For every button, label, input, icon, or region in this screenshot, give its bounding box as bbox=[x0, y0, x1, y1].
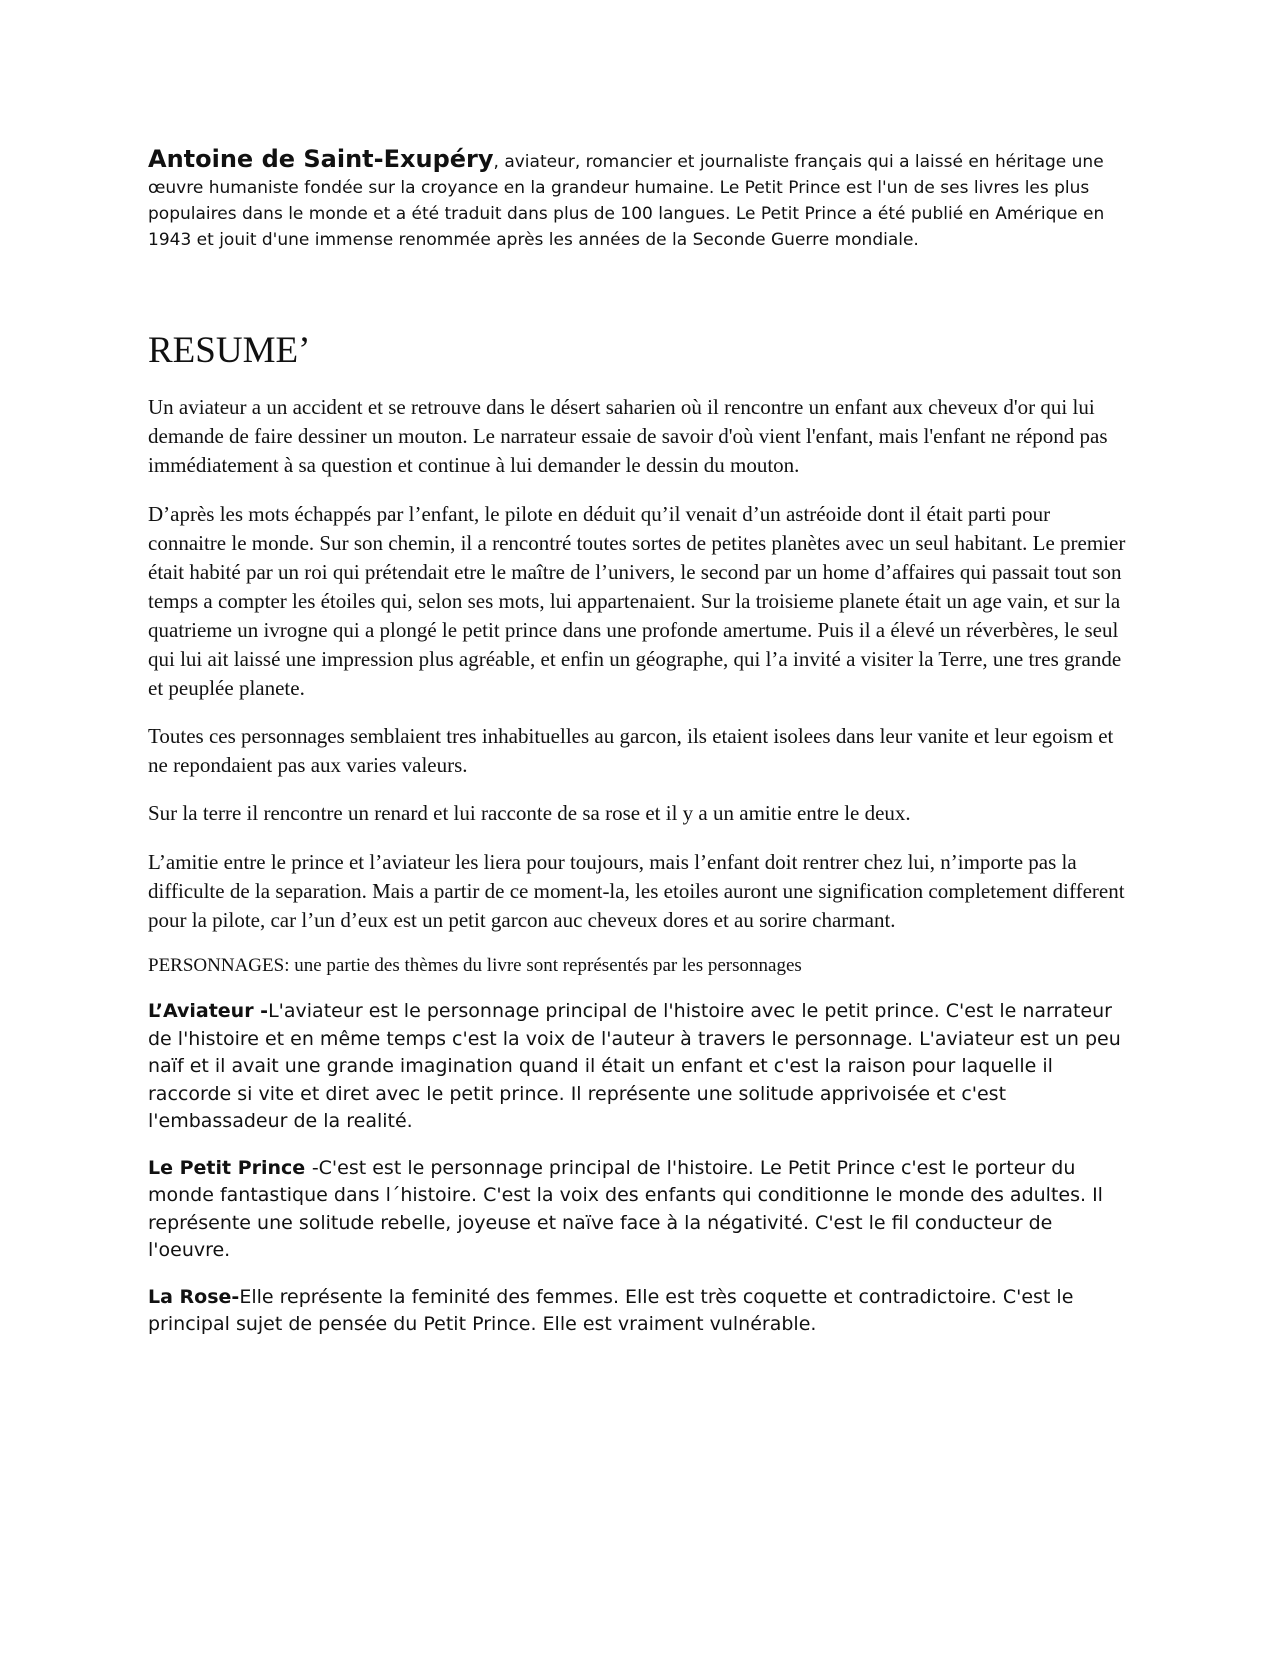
author-name: Antoine de Saint-Exupéry bbox=[148, 145, 494, 173]
character-description: -C'est est le personnage principal de l'histoire. Le Petit Prince c'est le porteur du monde fantastique dans l´histoire. C'est la voix des enfants qui conditionne le monde des adultes. Il représente une solitude rebelle, joyeuse et naïve face à la négativité. C'est le fil conducteur de l'oeuvre. bbox=[148, 1156, 1103, 1261]
resume-paragraph-1: Un aviateur a un accident et se retrouve dans le désert saharien où il rencontre un enfant aux cheveux d'or qui lui demande de faire dessiner un mouton. Le narrateur essaie de savoir d'où vient l'enfant, mais l'enfant ne répond pas immédiatement à sa question et continue à lui demander le dessin du mouton. bbox=[148, 395, 1108, 477]
document-page bbox=[148, 146, 1128, 1339]
character-rose bbox=[148, 1284, 1128, 1339]
resume-heading: RESUME’ bbox=[148, 330, 311, 371]
character-name: L’Aviateur - bbox=[148, 1000, 269, 1022]
character-description: Elle représente la feminité des femmes. Elle est très coquette et contradictoire. C'est le principal sujet de pensée du Petit Prince. Elle est vraiment vulnérable. bbox=[148, 1285, 1074, 1335]
resume-paragraph-3: Toutes ces personnages semblaient tres inhabituelles au garcon, ils etaient isolees dans leur vanite et leur egoism et ne repondaient pas aux varies valeurs. bbox=[148, 724, 1114, 777]
resume-paragraph-2: D’après les mots échappés par l’enfant, le pilote en déduit qu’il venait d’un astréoide dont il était parti pour connaitre le monde. Sur son chemin, il a rencontré toutes sortes de petites planètes avec un seul habitant. Le premier était habité par un roi qui prétendait etre le maître de l’univers, le second par un home d’affaires qui passait tout son temps a compter les étoiles qui, selon ses mots, lui appartenaient. Sur la troisieme planete était un age vain, et sur la quatrieme un ivrogne qui a plongé le petit prince dans une profonde amertume. Puis il a élevé un réverbères, le seul qui lui ait laissé une impression plus agréable, et enfin un géographe, qui l’a invité a visiter la Terre, une tres grande et peuplée planete. bbox=[148, 502, 1126, 700]
personnages-intro: PERSONNAGES: une partie des thèmes du livre sont représentés par les personnages bbox=[148, 955, 802, 976]
resume-paragraph-4: Sur la terre il rencontre un renard et lui racconte de sa rose et il y a un amitie entre le deux. bbox=[148, 801, 911, 825]
intro-paragraph bbox=[148, 146, 1128, 253]
resume-paragraph-5: L’amitie entre le prince et l’aviateur les liera pour toujours, mais l’enfant doit rentrer chez lui, n’importe pas la difficulte de la separation. Mais a partir de ce moment-la, les etoiles auront une signification completement different pour la pilote, car l’un d’eux est un petit garcon auc cheveux dores et au sorire charmant. bbox=[148, 850, 1125, 932]
character-name: Le Petit Prince bbox=[148, 1156, 312, 1179]
character-aviateur bbox=[148, 998, 1128, 1136]
character-name: La Rose- bbox=[148, 1285, 240, 1308]
character-petit-prince bbox=[148, 1155, 1128, 1265]
intro-text: , aviateur, romancier et journaliste français qui a laissé en héritage une œuvre humaniste fondée sur la croyance en la grandeur humaine. Le Petit Prince est l'un de ses livres les plus populaires dans le monde et a été traduit dans plus de 100 langues. Le Petit Prince a été publié en Amérique en 1943 et jouit d'une immense renommée après les années de la Seconde Guerre mondiale. bbox=[148, 152, 1105, 250]
character-description: L'aviateur est le personnage principal de l'histoire avec le petit prince. C'est le narrateur de l'histoire et en même temps c'est la voix de l'auteur à travers le personnage. L'aviateur est un peu naïf et il avait une grande imagination quand il était un enfant et c'est la raison pour laquelle il raccorde si vite et diret avec le petit prince. Il représente une solitude apprivoisée et c'est l'embassadeur de la realité. bbox=[148, 1000, 1121, 1132]
